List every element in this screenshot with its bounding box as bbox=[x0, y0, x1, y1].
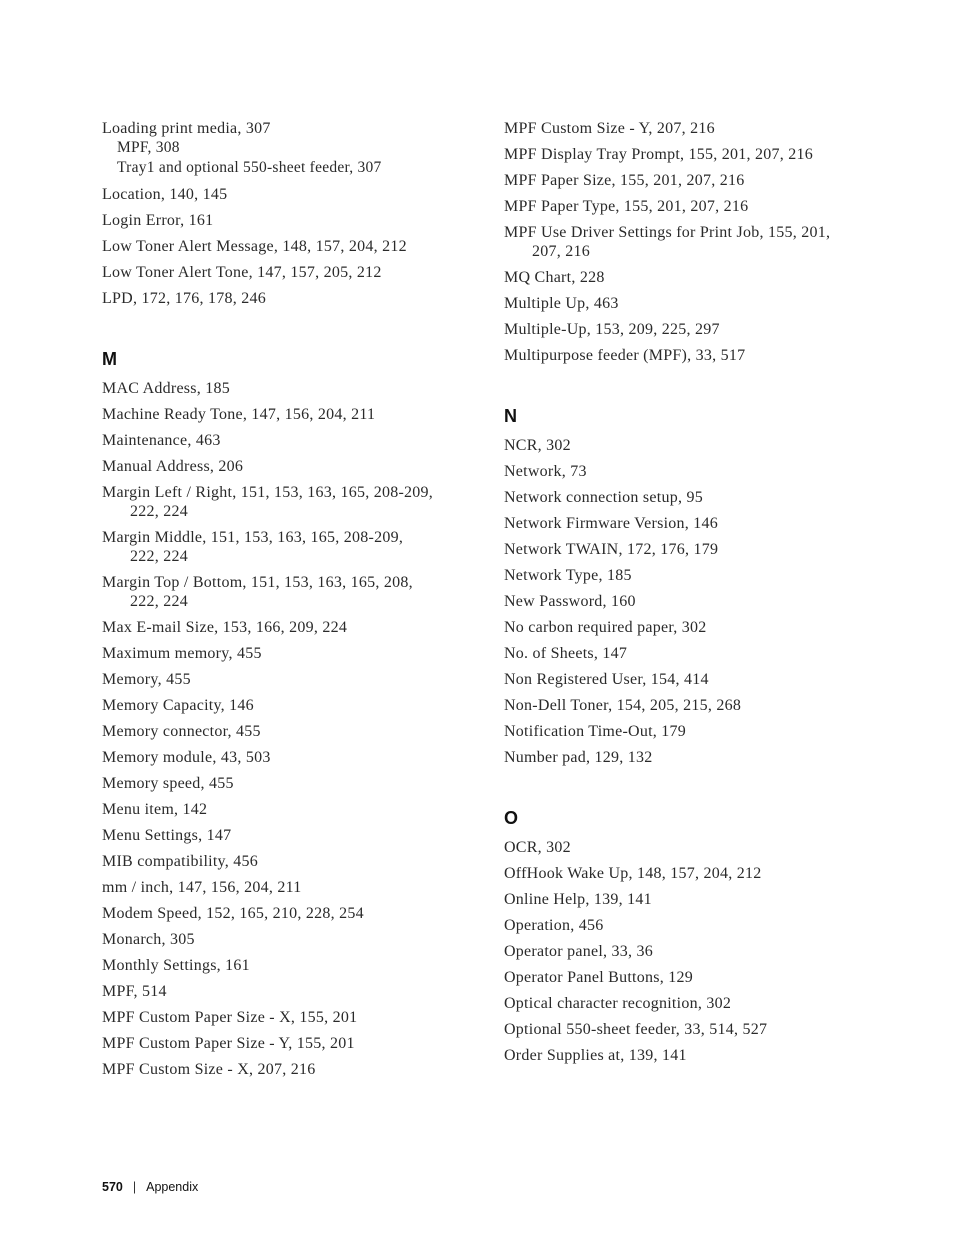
index-list-m-continued bbox=[504, 119, 874, 365]
index-entry-text: Location, 140, 145 bbox=[102, 186, 228, 203]
index-entry-text: Monarch, 305 bbox=[102, 931, 195, 948]
index-entry-text: Optional 550-sheet feeder, 33, 514, 527 bbox=[504, 1021, 768, 1038]
index-entry bbox=[504, 890, 874, 909]
index-entry bbox=[102, 457, 472, 476]
index-entry-text: Memory, 455 bbox=[102, 671, 191, 688]
index-entry bbox=[504, 722, 874, 741]
index-entry-text: Memory Capacity, 146 bbox=[102, 697, 254, 714]
index-entry bbox=[102, 826, 472, 845]
index-entry bbox=[504, 488, 874, 507]
index-entry bbox=[504, 942, 874, 961]
index-entry-text: Network connection setup, 95 bbox=[504, 489, 703, 506]
index-entry-text: MPF Use Driver Settings for Print Job, 155, 201, bbox=[504, 224, 831, 241]
index-entry bbox=[504, 1046, 874, 1065]
index-entry-text: No carbon required paper, 302 bbox=[504, 619, 707, 636]
index-entry bbox=[102, 904, 472, 923]
index-list-m bbox=[102, 379, 472, 1079]
index-entry bbox=[504, 268, 874, 287]
index-list-o bbox=[504, 838, 874, 1065]
page-footer bbox=[102, 1180, 198, 1194]
index-entry-text: Margin Left / Right, 151, 153, 163, 165, 208-209, bbox=[102, 484, 434, 501]
index-entry-text: MPF Custom Size - X, 207, 216 bbox=[102, 1061, 316, 1078]
index-entry bbox=[102, 852, 472, 871]
index-entry-continuation: 207, 216 bbox=[532, 243, 590, 260]
index-entry bbox=[504, 864, 874, 883]
section-letter-o: O bbox=[504, 808, 519, 828]
section-letter-n: N bbox=[504, 406, 517, 426]
index-entry-text: Maintenance, 463 bbox=[102, 432, 221, 449]
index-entry bbox=[504, 436, 874, 455]
index-entry-text: Notification Time-Out, 179 bbox=[504, 723, 687, 740]
index-entry bbox=[102, 878, 472, 897]
index-entry-text: Menu item, 142 bbox=[102, 801, 208, 818]
index-entry bbox=[102, 956, 472, 975]
index-entry bbox=[504, 592, 874, 611]
index-entry bbox=[504, 346, 874, 365]
index-entry bbox=[102, 1060, 472, 1079]
index-entry bbox=[504, 540, 874, 559]
index-entry bbox=[504, 197, 874, 216]
index-entry bbox=[504, 916, 874, 935]
index-entry bbox=[102, 748, 472, 767]
index-entry-text: mm / inch, 147, 156, 204, 211 bbox=[102, 879, 302, 896]
index-entry-text: MAC Address, 185 bbox=[102, 380, 231, 397]
index-entry-continuation: 222, 224 bbox=[130, 548, 188, 565]
index-entry bbox=[504, 462, 874, 481]
page-number: 570 bbox=[102, 1180, 123, 1194]
index-entry-continuation: 222, 224 bbox=[130, 593, 188, 610]
index-entry bbox=[102, 431, 472, 450]
index-entry-text: Margin Top / Bottom, 151, 153, 163, 165, 208, bbox=[102, 574, 413, 591]
index-entry bbox=[504, 696, 874, 715]
index-entry-text: Online Help, 139, 141 bbox=[504, 891, 652, 908]
index-subentry: Tray1 and optional 550-sheet feeder, 307 bbox=[117, 159, 382, 176]
index-entry-text: MPF, 514 bbox=[102, 983, 167, 1000]
section-letter-m: M bbox=[102, 349, 117, 369]
index-entry bbox=[102, 185, 472, 204]
index-entry-text: Multiple-Up, 153, 209, 225, 297 bbox=[504, 321, 720, 338]
index-entry-text: Menu Settings, 147 bbox=[102, 827, 232, 844]
index-entry bbox=[504, 968, 874, 987]
index-entry-text: Optical character recognition, 302 bbox=[504, 995, 732, 1012]
index-entry bbox=[102, 930, 472, 949]
index-entry bbox=[102, 528, 472, 566]
index-entry-text: Network Type, 185 bbox=[504, 567, 632, 584]
index-entry bbox=[504, 320, 874, 339]
index-entry bbox=[102, 670, 472, 689]
index-entry bbox=[504, 223, 874, 261]
index-entry-text: MQ Chart, 228 bbox=[504, 269, 605, 286]
index-entry bbox=[504, 171, 874, 190]
index-column-left bbox=[102, 119, 472, 1086]
index-column-right bbox=[504, 119, 874, 1072]
index-entry-text: Low Toner Alert Message, 148, 157, 204, 212 bbox=[102, 238, 407, 255]
index-entry bbox=[102, 211, 472, 230]
index-entry bbox=[504, 994, 874, 1013]
index-entry-text: Memory module, 43, 503 bbox=[102, 749, 271, 766]
index-entry bbox=[102, 774, 472, 793]
index-entry-text: MPF Paper Type, 155, 201, 207, 216 bbox=[504, 198, 749, 215]
index-entry-text: Maximum memory, 455 bbox=[102, 645, 262, 662]
index-entry bbox=[102, 800, 472, 819]
index-entry-text: Network TWAIN, 172, 176, 179 bbox=[504, 541, 719, 558]
index-entry-continuation: 222, 224 bbox=[130, 503, 188, 520]
index-entry-text: NCR, 302 bbox=[504, 437, 571, 454]
index-entry-text: Modem Speed, 152, 165, 210, 228, 254 bbox=[102, 905, 364, 922]
footer-section-title: Appendix bbox=[146, 1180, 199, 1194]
index-entry bbox=[504, 838, 874, 857]
index-entry bbox=[102, 379, 472, 398]
index-entry bbox=[102, 237, 472, 256]
index-entry-text: Network Firmware Version, 146 bbox=[504, 515, 719, 532]
index-entry-text: No. of Sheets, 147 bbox=[504, 645, 628, 662]
index-entry-text: MPF Custom Paper Size - Y, 155, 201 bbox=[102, 1035, 355, 1052]
index-entry bbox=[102, 982, 472, 1001]
index-entry-text: Memory connector, 455 bbox=[102, 723, 261, 740]
index-entry bbox=[102, 405, 472, 424]
index-entry-text: OffHook Wake Up, 148, 157, 204, 212 bbox=[504, 865, 762, 882]
index-entry bbox=[102, 573, 472, 611]
index-entry bbox=[102, 696, 472, 715]
index-subentry: MPF, 308 bbox=[117, 139, 180, 156]
index-entry-text: MPF Custom Paper Size - X, 155, 201 bbox=[102, 1009, 358, 1026]
index-entry-text: Login Error, 161 bbox=[102, 212, 214, 229]
index-entry bbox=[504, 514, 874, 533]
index-entry-text: Operator panel, 33, 36 bbox=[504, 943, 654, 960]
index-entry bbox=[504, 644, 874, 663]
index-entry bbox=[504, 1020, 874, 1039]
index-entry-text: Multipurpose feeder (MPF), 33, 517 bbox=[504, 347, 746, 364]
index-entry-text: Loading print media, 307 bbox=[102, 120, 271, 137]
index-entry bbox=[102, 644, 472, 663]
index-entry bbox=[504, 566, 874, 585]
index-entry-text: Max E-mail Size, 153, 166, 209, 224 bbox=[102, 619, 348, 636]
index-entry-text: Operation, 456 bbox=[504, 917, 604, 934]
index-entry-text: MPF Display Tray Prompt, 155, 201, 207, 216 bbox=[504, 146, 814, 163]
index-entry-text: OCR, 302 bbox=[504, 839, 571, 856]
footer-separator: | bbox=[132, 1180, 137, 1194]
index-entry-text: Manual Address, 206 bbox=[102, 458, 244, 475]
index-entry-text: Network, 73 bbox=[504, 463, 587, 480]
index-entry bbox=[102, 483, 472, 521]
index-entry bbox=[102, 722, 472, 741]
index-list-n bbox=[504, 436, 874, 767]
index-entry-text: LPD, 172, 176, 178, 246 bbox=[102, 290, 266, 307]
index-entry-text: Non Registered User, 154, 414 bbox=[504, 671, 709, 688]
index-entry-text: Operator Panel Buttons, 129 bbox=[504, 969, 693, 986]
index-entry-text: MPF Custom Size - Y, 207, 216 bbox=[504, 120, 715, 137]
index-entry-text: New Password, 160 bbox=[504, 593, 636, 610]
index-entry-text: MPF Paper Size, 155, 201, 207, 216 bbox=[504, 172, 745, 189]
index-entry bbox=[102, 1034, 472, 1053]
index-entry bbox=[102, 289, 472, 308]
index-entry-text: Machine Ready Tone, 147, 156, 204, 211 bbox=[102, 406, 376, 423]
index-entry bbox=[504, 145, 874, 164]
index-entry-text: Margin Middle, 151, 153, 163, 165, 208-209, bbox=[102, 529, 404, 546]
index-entry-text: Multiple Up, 463 bbox=[504, 295, 619, 312]
index-entry-text: Order Supplies at, 139, 141 bbox=[504, 1047, 687, 1064]
index-entry bbox=[102, 119, 472, 178]
index-entry bbox=[504, 670, 874, 689]
index-entry bbox=[504, 294, 874, 313]
index-entry-text: Monthly Settings, 161 bbox=[102, 957, 250, 974]
index-entry-text: Low Toner Alert Tone, 147, 157, 205, 212 bbox=[102, 264, 382, 281]
index-entry bbox=[102, 263, 472, 282]
index-entry bbox=[504, 748, 874, 767]
index-entry-text: Memory speed, 455 bbox=[102, 775, 234, 792]
index-entry-text: MIB compatibility, 456 bbox=[102, 853, 259, 870]
index-entry-text: Non-Dell Toner, 154, 205, 215, 268 bbox=[504, 697, 742, 714]
index-list-l bbox=[102, 185, 472, 308]
index-entry bbox=[102, 618, 472, 637]
index-entry-text: Number pad, 129, 132 bbox=[504, 749, 653, 766]
index-entry bbox=[504, 618, 874, 637]
index-entry bbox=[504, 119, 874, 138]
index-entry bbox=[102, 1008, 472, 1027]
